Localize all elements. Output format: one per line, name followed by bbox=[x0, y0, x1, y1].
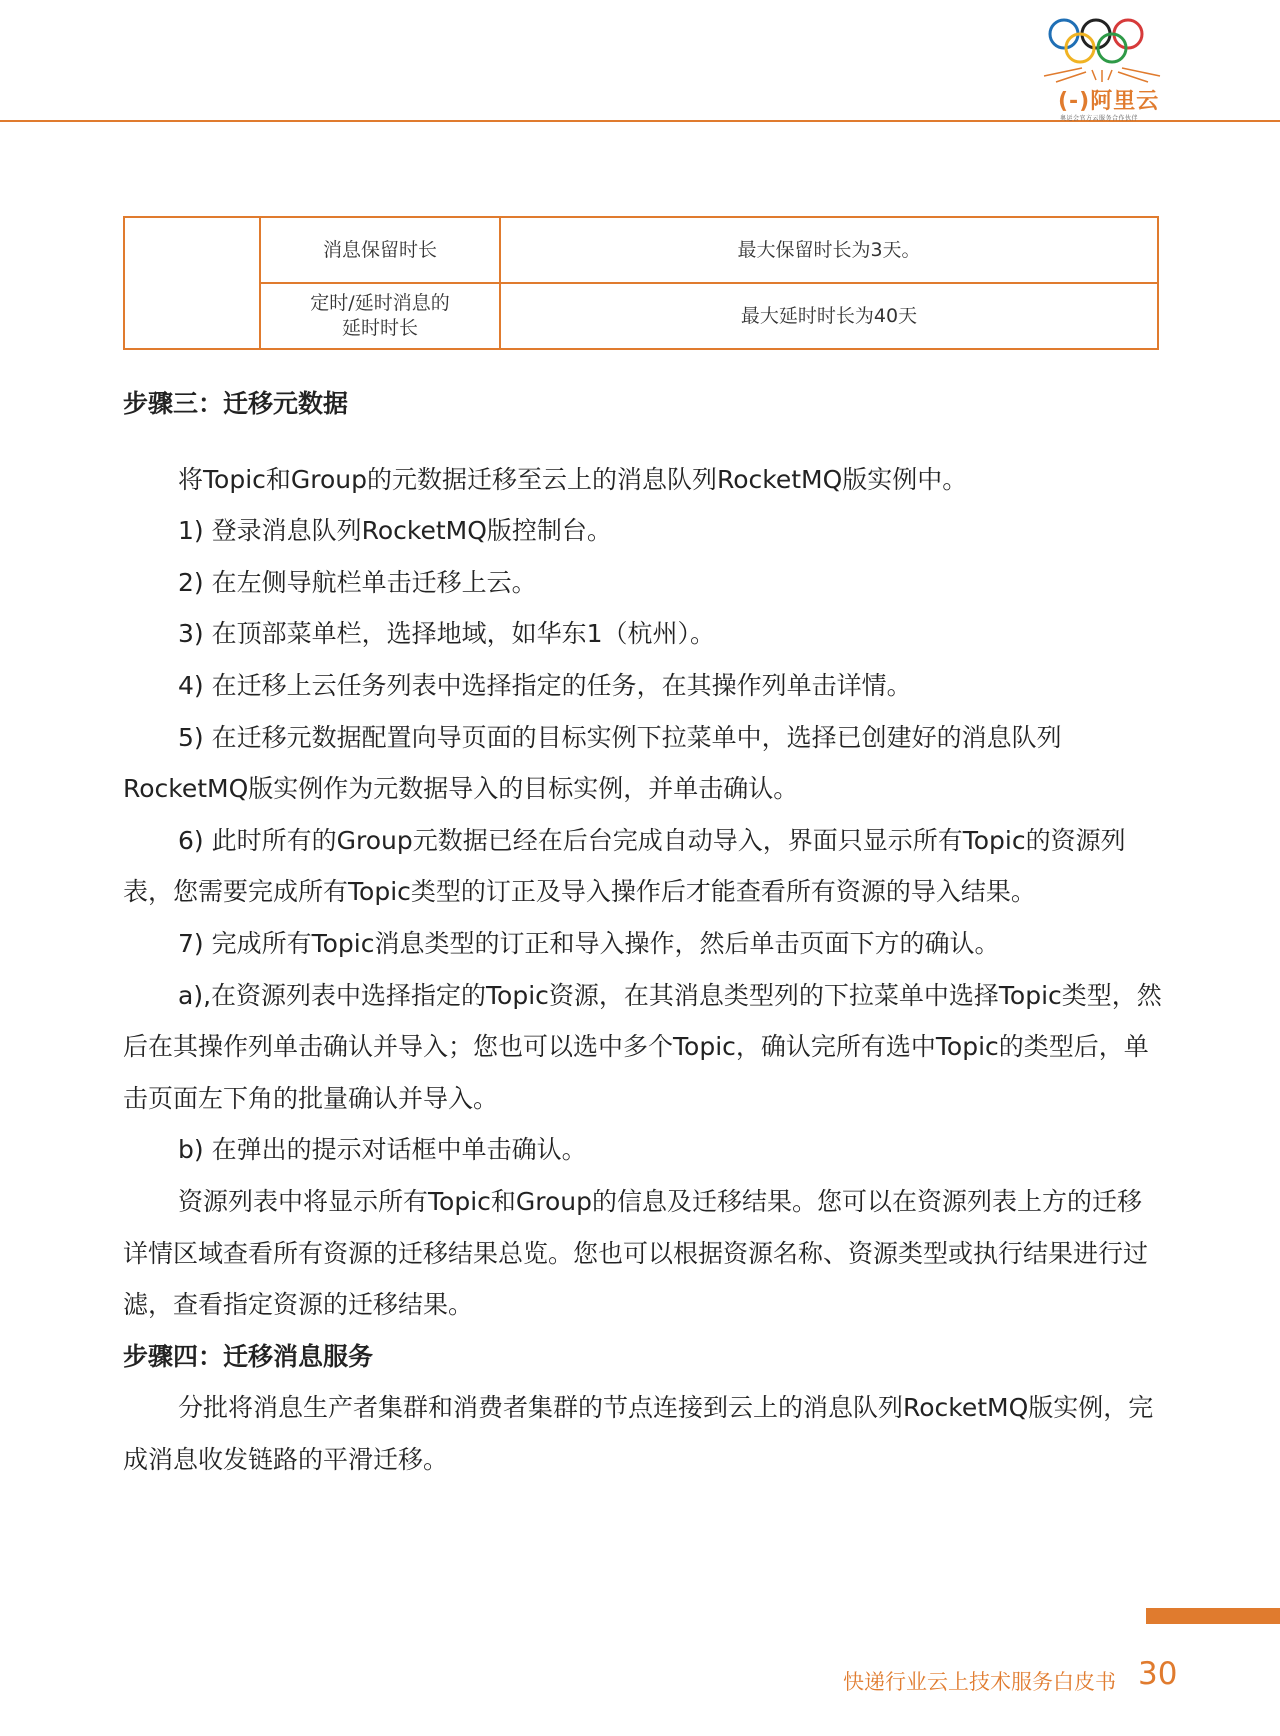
paragraph: 2) 在左侧导航栏单击迁移上云。 bbox=[178, 567, 537, 597]
section-heading: 步骤四：迁移消息服务 bbox=[123, 1341, 374, 1371]
logo-tagline: 奥运会官方云服务合作伙伴 bbox=[1060, 115, 1139, 122]
footer-accent-bar bbox=[1146, 1608, 1280, 1624]
table-label-cell bbox=[260, 283, 500, 349]
paragraph: 3) 在顶部菜单栏，选择地域，如华东1（杭州）。 bbox=[178, 619, 716, 649]
logo-brand-text: (-)阿里云 bbox=[1058, 89, 1160, 114]
body-content bbox=[123, 378, 1163, 1485]
footer-title: 快递行业云上技术服务白皮书 bbox=[843, 1670, 1116, 1694]
paragraph: 6) 此时所有的Group元数据已经在后台完成自动导入，界面只显示所有Topic的资源列表，您需要完成所有Topic类型的订正及导入操作后才能查看所有资源的导入结果。 bbox=[123, 825, 1126, 907]
page-number: 30 bbox=[1138, 1656, 1178, 1692]
paragraph: 4) 在迁移上云任务列表中选择指定的任务，在其操作列单击详情。 bbox=[178, 670, 912, 700]
paragraph: 资源列表中将显示所有Topic和Group的信息及迁移结果。您可以在资源列表上方的迁移详情区域查看所有资源的迁移结果总览。您也可以根据资源名称、资源类型或执行结果进行过滤，查看指定资源的迁移结果。 bbox=[123, 1186, 1149, 1320]
table-empty-cell bbox=[124, 217, 260, 349]
table-label-line: 定时/延时消息的 bbox=[310, 292, 450, 315]
paragraph: 1) 登录消息队列RocketMQ版控制台。 bbox=[178, 516, 612, 546]
section-heading: 步骤三：迁移元数据 bbox=[123, 389, 349, 418]
spec-table bbox=[123, 216, 1159, 350]
table-label-cell: 消息保留时长 bbox=[260, 217, 500, 283]
aliyun-olympic-logo bbox=[1034, 14, 1170, 124]
paragraph: b) 在弹出的提示对话框中单击确认。 bbox=[178, 1135, 587, 1165]
table-value-cell: 最大延时时长为40天 bbox=[500, 283, 1158, 349]
paragraph: 分批将消息生产者集群和消费者集群的节点连接到云上的消息队列RocketMQ版实例，完成消息收发链路的平滑迁移。 bbox=[123, 1393, 1154, 1474]
paragraph: 5) 在迁移元数据配置向导页面的目标实例下拉菜单中，选择已创建好的消息队列RocketMQ版实例作为元数据导入的目标实例，并单击确认。 bbox=[123, 722, 1062, 804]
olympic-rings-icon bbox=[1034, 14, 1170, 84]
table-row bbox=[124, 283, 1158, 349]
table-label-line: 延时时长 bbox=[341, 317, 418, 339]
paragraph: 将Topic和Group的元数据迁移至云上的消息队列RocketMQ版实例中。 bbox=[178, 464, 968, 494]
table-row bbox=[124, 217, 1158, 283]
paragraph: 7) 完成所有Topic消息类型的订正和导入操作，然后单击页面下方的确认。 bbox=[178, 928, 1000, 958]
paragraph: a),在资源列表中选择指定的Topic资源，在其消息类型列的下拉菜单中选择Topic类型，然后在其操作列单击确认并导入；您也可以选中多个Topic，确认完所有选中Topic的类型后，单击页面左下角的批量确认并导入。 bbox=[123, 980, 1162, 1113]
table-value-cell: 最大保留时长为3天。 bbox=[500, 217, 1158, 283]
